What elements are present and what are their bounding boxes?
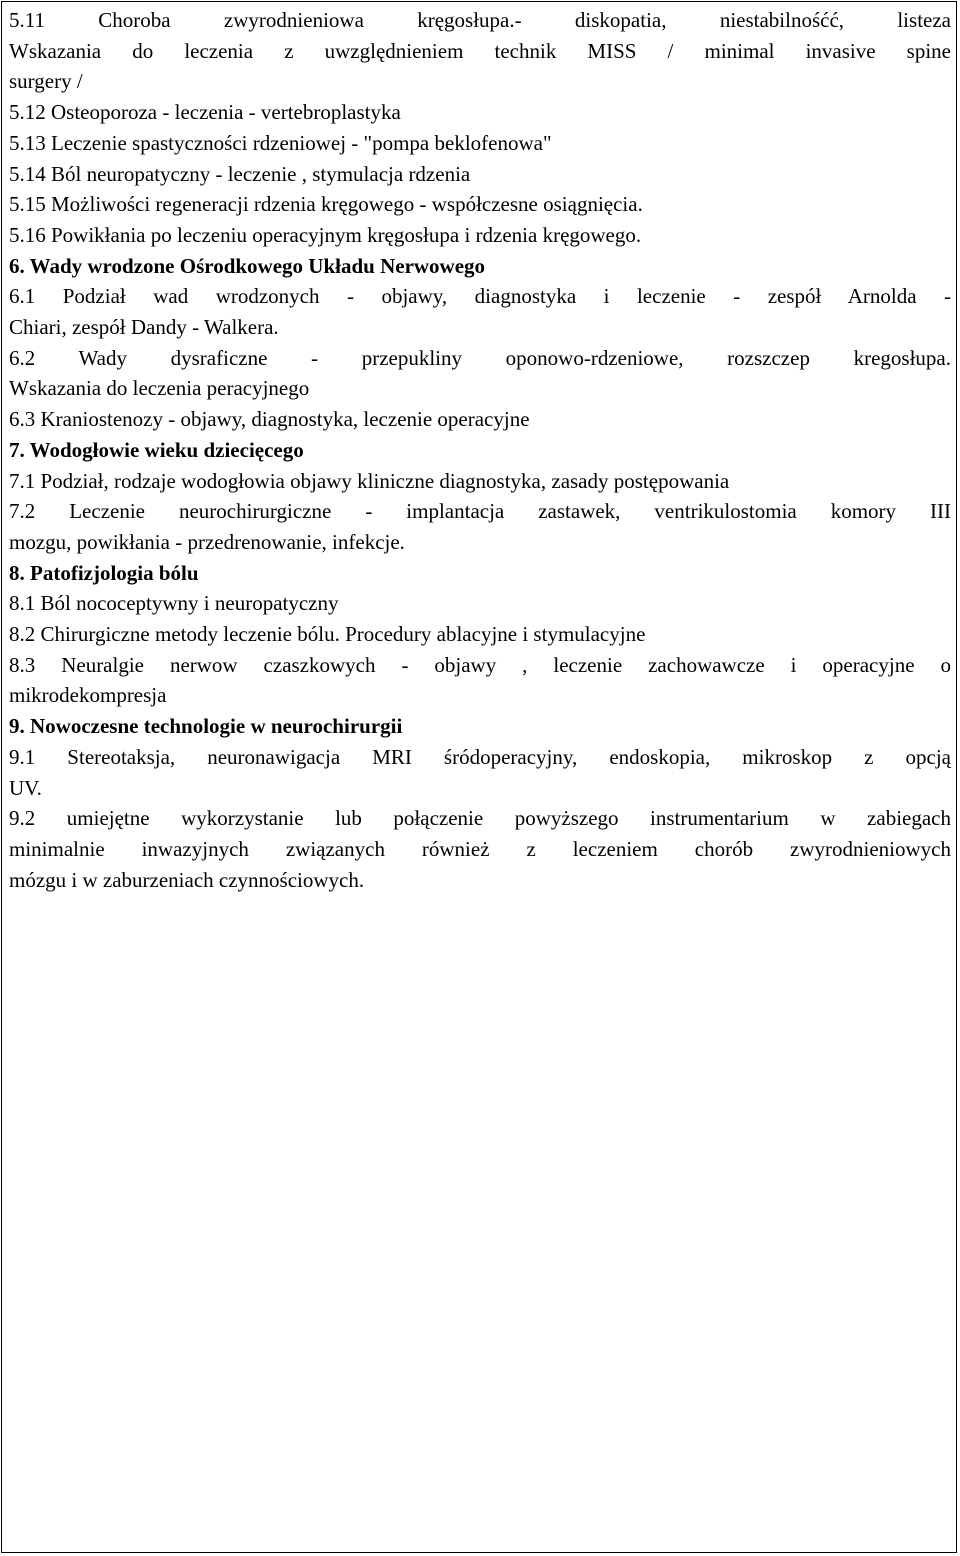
text-line: 8.1 Ból nococeptywny i neuropatyczny xyxy=(9,591,339,616)
section-heading: 6. Wady wrodzone Ośrodkowego Układu Nerwowego xyxy=(9,253,486,278)
text-line: 5.13 Leczenie spastyczności rdzeniowej - "pompa beklofenowa" xyxy=(9,130,552,155)
text-line: Chiari, zespół Dandy - Walkera. xyxy=(9,315,279,340)
text-line: 9.1 Stereotaksja, neuronawigacja MRI śródoperacyjny, endoskopia, mikroskop z opcją xyxy=(9,744,951,769)
text-line: 6.1 Podział wad wrodzonych - objawy, diagnostyka i leczenie - zespół Arnolda - xyxy=(9,284,951,309)
text-line: 5.16 Powikłania po leczeniu operacyjnym kręgosłupa i rdzenia kręgowego. xyxy=(9,222,642,247)
text-line: Wskazania do leczenia peracyjnego xyxy=(9,376,310,401)
text-line: mózgu i w zaburzeniach czynnościowych. xyxy=(9,867,365,892)
text-line: 5.14 Ból neuropatyczny - leczenie , stymulacja rdzenia xyxy=(9,161,471,186)
text-line: mozgu, powikłania - przedrenowanie, infekcje. xyxy=(9,529,405,554)
text-line: 6.3 Kraniostenozy - objawy, diagnostyka, leczenie operacyjne xyxy=(9,407,530,432)
text-line: 7.2 Leczenie neurochirurgiczne - implantacja zastawek, ventrikulostomia komory III xyxy=(9,499,951,524)
section-heading: 9. Nowoczesne technologie w neurochirurgii xyxy=(9,714,403,739)
text-line: Wskazania do leczenia z uwzględnieniem technik MISS / minimal invasive spine xyxy=(9,38,951,63)
text-line: surgery / xyxy=(9,69,83,94)
text-line: 6.2 Wady dysraficzne - przepukliny oponowo-rdzeniowe, rozszczep kregosłupa. xyxy=(9,345,951,370)
text-line: 5.12 Osteoporoza - leczenia - vertebroplastyka xyxy=(9,100,401,125)
text-line: UV. xyxy=(9,775,42,800)
text-line: 7.1 Podział, rodzaje wodogłowia objawy kliniczne diagnostyka, zasady postępowania xyxy=(9,468,730,493)
text-line: 8.3 Neuralgie nerwow czaszkowych - objawy , leczenie zachowawcze i operacyjne o xyxy=(9,652,951,677)
text-line: 9.2 umiejętne wykorzystanie lub połączenie powyższego instrumentarium w zabiegach xyxy=(9,806,951,831)
document-body xyxy=(9,5,951,895)
section-heading: 7. Wodogłowie wieku dziecięcego xyxy=(9,437,304,462)
section-heading: 8. Patofizjologia bólu xyxy=(9,560,199,585)
text-line: minimalnie inwazyjnych związanych również z leczeniem chorób zwyrodnieniowych xyxy=(9,836,951,861)
text-line: 8.2 Chirurgiczne metody leczenie bólu. Procedury ablacyjne i stymulacyjne xyxy=(9,622,646,647)
text-line: 5.11 Choroba zwyrodnieniowa kręgosłupa.- diskopatia, niestabilnośćć, listeza xyxy=(9,8,951,32)
text-line: mikrodekompresja xyxy=(9,683,167,708)
text-line: 5.15 Możliwości regeneracji rdzenia kręgowego - współczesne osiągnięcia. xyxy=(9,192,643,217)
